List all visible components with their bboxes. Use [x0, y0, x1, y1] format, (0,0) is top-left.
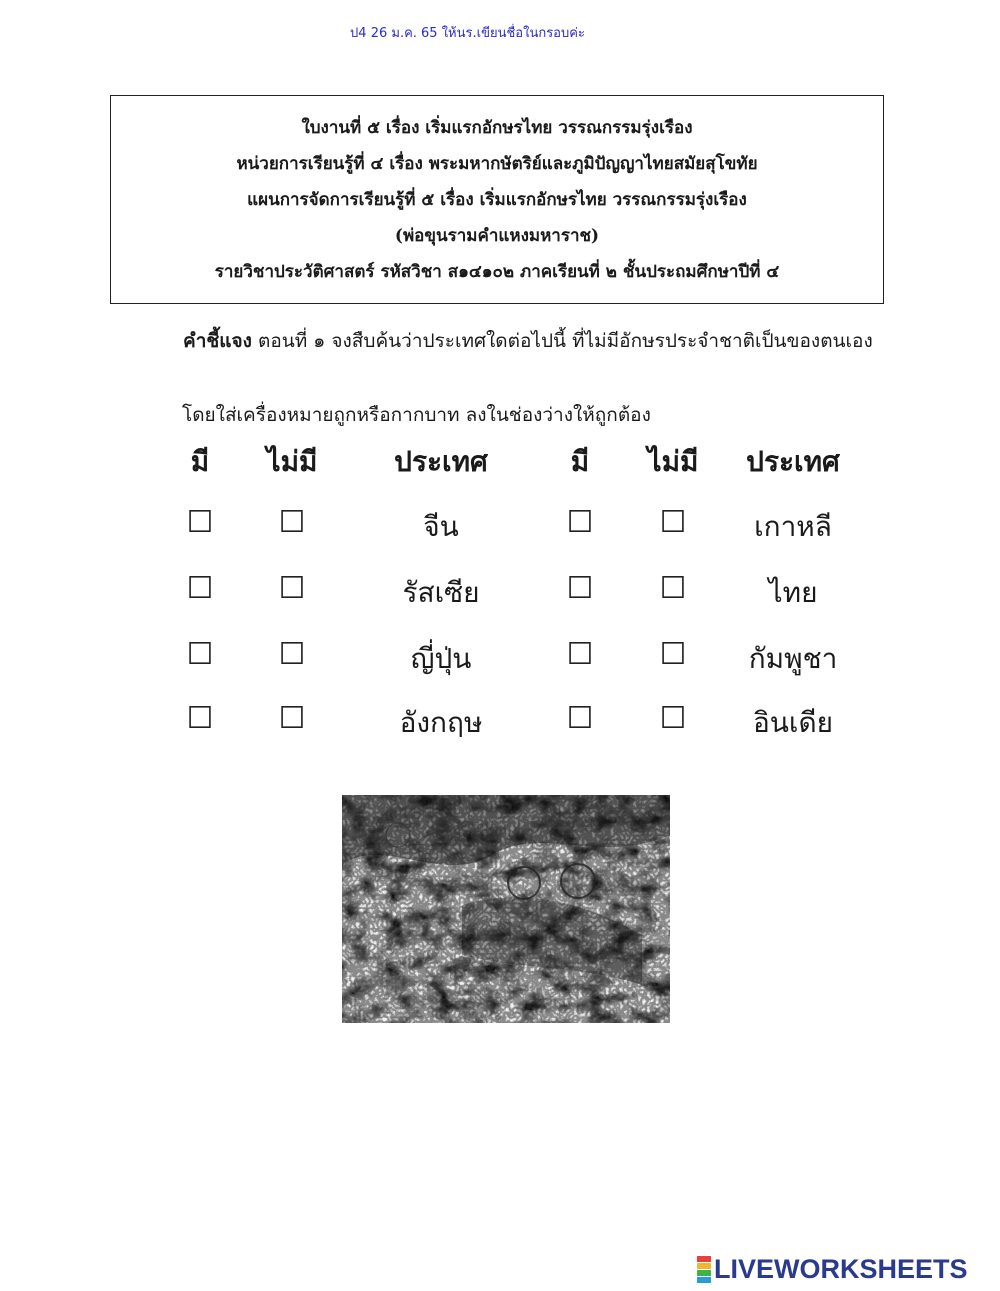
country-name: กัมพูชา — [748, 642, 838, 675]
header-line-1: ใบงานที่ ๕ เรื่อง เริ่มแรกอักษรไทย วรรณกรรมรุ่งเรือง — [301, 117, 693, 138]
mark-bar-1 — [697, 1256, 711, 1262]
header-not-have-left: ไม่มี — [266, 445, 318, 478]
header-line-4: (พ่อขุนรามคำแหงมหาราช) — [394, 225, 600, 246]
instructions-line-2: โดยใส่เครื่องหมายถูกหรือกากบาท ลงในช่องว่างให้ถูกต้อง — [182, 404, 651, 426]
country-name: อินเดีย — [752, 706, 834, 739]
checkbox-has[interactable]: ☐ — [186, 637, 214, 672]
checkbox-has[interactable]: ☐ — [566, 505, 594, 540]
checkbox-has[interactable]: ☐ — [566, 571, 594, 606]
checkbox-not-have[interactable]: ☐ — [659, 637, 687, 672]
country-name: จีน — [423, 510, 459, 543]
checkbox-not-have[interactable]: ☐ — [278, 571, 306, 606]
stone-inscription-image — [342, 795, 670, 1023]
header-has-right: มี — [570, 445, 590, 478]
instructions-text: ตอนที่ ๑ จงสืบค้นว่าประเทศใดต่อไปนี้ ที่ไม่มีอักษรประจำชาติเป็นของตนเอง — [251, 330, 873, 352]
country-name: อังกฤษ — [399, 706, 483, 739]
checkbox-not-have[interactable]: ☐ — [659, 505, 687, 540]
worksheet-header-box — [110, 95, 884, 304]
header-has-left: มี — [190, 445, 210, 478]
header-line-2: หน่วยการเรียนรู้ที่ ๔ เรื่อง พระมหากษัตริย์และภูมิปัญญาไทยสมัยสุโขทัย — [236, 153, 758, 174]
country-name: เกาหลี — [754, 510, 832, 543]
liveworksheets-wordmark: LIVEWORKSHEETS — [714, 1253, 968, 1284]
checkbox-not-have[interactable]: ☐ — [659, 701, 687, 736]
checkbox-has[interactable]: ☐ — [186, 701, 214, 736]
checkbox-has[interactable]: ☐ — [566, 637, 594, 672]
header-country-right: ประเทศ — [746, 445, 840, 478]
instructions — [115, 322, 885, 360]
header-line-3: แผนการจัดการเรียนรู้ที่ ๕ เรื่อง เริ่มแรกอักษรไทย วรรณกรรมรุ่งเรือง — [247, 189, 747, 210]
header-country-left: ประเทศ — [394, 445, 488, 478]
mark-bar-4 — [697, 1277, 711, 1283]
country-name: ญี่ปุ่น — [410, 642, 472, 675]
header-line-5: รายวิชาประวัติศาสตร์ รหัสวิชา ส๑๔๑๐๒ ภาคเรียนที่ ๒ ชั้นประถมศึกษาปีที่ ๔ — [214, 261, 780, 282]
checkbox-not-have[interactable]: ☐ — [278, 637, 306, 672]
country-name: ไทย — [768, 576, 818, 609]
checkbox-not-have[interactable]: ☐ — [278, 505, 306, 540]
checkbox-not-have[interactable]: ☐ — [278, 701, 306, 736]
liveworksheets-logo — [697, 1254, 968, 1284]
checkbox-not-have[interactable]: ☐ — [659, 571, 687, 606]
checkbox-has[interactable]: ☐ — [186, 571, 214, 606]
liveworksheets-mark-icon — [697, 1256, 711, 1283]
mark-bar-2 — [697, 1263, 711, 1269]
top-note: ป4 26 ม.ค. 65 ให้นร.เขียนชื่อในกรอบค่ะ — [350, 26, 585, 41]
country-name: รัสเซีย — [402, 576, 480, 609]
checkbox-has[interactable]: ☐ — [186, 505, 214, 540]
mark-bar-3 — [697, 1270, 711, 1276]
instructions-lead: คำชี้แจง — [183, 330, 252, 352]
header-not-have-right: ไม่มี — [647, 445, 699, 478]
checkbox-has[interactable]: ☐ — [566, 701, 594, 736]
